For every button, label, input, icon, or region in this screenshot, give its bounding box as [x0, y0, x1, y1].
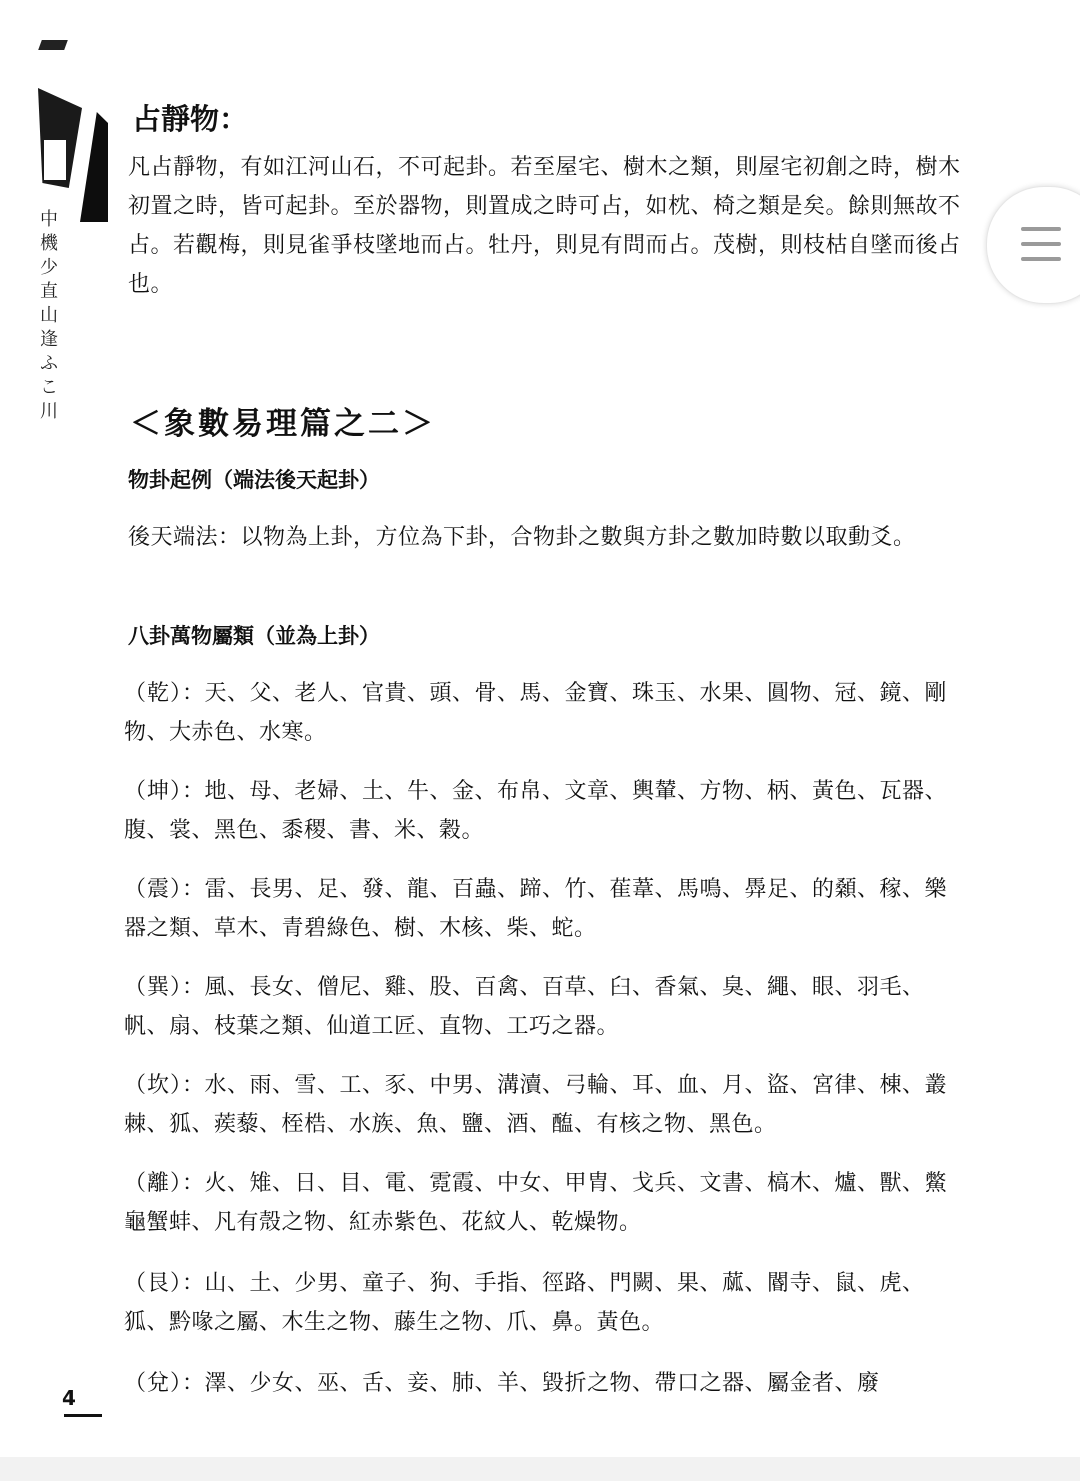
trigram-entry-dui [124, 1364, 964, 1403]
bottom-band [0, 1457, 1080, 1481]
trigram-entry-qian [124, 674, 964, 752]
floating-menu-button[interactable] [986, 186, 1080, 304]
gutter-vertical-text: 中機少直山逢ふこ川 [40, 209, 58, 422]
scan-artifact [38, 40, 68, 50]
chapter-title: ＜象數易理篇之二＞ [130, 406, 436, 442]
trigram-label: （兌） [124, 1371, 183, 1396]
trigram-text: ：水、雨、雪、工、豕、中男、溝瀆、弓輪、耳、血、月、盜、宮律、棟、叢棘、狐、蒺藜、桎梏、水族、魚、鹽、酒、醢、有核之物、黑色。 [124, 1073, 948, 1137]
trigram-label: （坎） [124, 1073, 183, 1098]
trigram-label: （坤） [124, 779, 183, 804]
trigram-entry-xun [124, 968, 964, 1046]
trigram-label: （乾） [124, 681, 183, 706]
trigram-label: （巽） [124, 975, 183, 1000]
trigram-entry-li [124, 1164, 964, 1242]
trigram-label: （離） [124, 1171, 183, 1196]
trigram-text: ：山、土、少男、童子、狗、手指、徑路、門闕、果、蓏、閽寺、鼠、虎、狐、黔喙之屬、木生之物、藤生之物、爪、鼻。黃色。 [124, 1271, 925, 1335]
page-number: 4 [62, 1386, 76, 1410]
trigram-text: ：地、母、老婦、土、牛、金、布帛、文章、輿輦、方物、柄、黃色、瓦器、腹、裳、黑色、黍稷、書、米、穀。 [124, 779, 948, 843]
section-heading-static-objects: 占靜物： [132, 102, 249, 136]
paragraph-static-objects: 凡占靜物，有如江河山石，不可起卦。若至屋宅、樹木之類，則屋宅初創之時，樹木初置之時，皆可起卦。至於器物，則置成之時可占，如枕、椅之類是矣。餘則無故不占。若觀梅，則見雀爭枝墜地而占。牡丹，則見有問而占。茂樹，則枝枯自墜而後占也。 [128, 155, 961, 297]
trigram-text: ：雷、長男、足、發、龍、百蟲、蹄、竹、萑葦、馬鳴、馵足、的顙、稼、樂器之類、草木、青碧綠色、樹、木核、柴、蛇。 [124, 877, 948, 941]
trigram-entry-gen [124, 1264, 964, 1342]
page-number-rule [64, 1414, 102, 1417]
scan-artifact [80, 112, 108, 222]
hamburger-menu-icon-bar [1021, 242, 1061, 246]
hamburger-menu-icon-bar [1021, 257, 1061, 261]
scan-artifact [44, 140, 66, 180]
paragraph-posterior-method: 後天端法：以物為上卦，方位為下卦，合物卦之數與方卦之數加時數以取動爻。 [128, 525, 916, 550]
trigram-label: （艮） [124, 1271, 183, 1296]
subheading-trigram-categories: 八卦萬物屬類（並為上卦） [128, 624, 380, 648]
trigram-text: ：火、雉、日、目、電、霓霞、中女、甲胄、戈兵、文書、槁木、爐、獸、鱉龜蟹蚌、凡有殼之物、紅赤紫色、花紋人、乾燥物。 [124, 1171, 948, 1235]
trigram-text: ：澤、少女、巫、舌、妾、肺、羊、毀折之物、帶口之器、屬金者、廢 [182, 1371, 880, 1396]
subheading-object-hexagram: 物卦起例（端法後天起卦） [128, 468, 380, 492]
trigram-entry-kun [124, 772, 964, 850]
trigram-entry-zhen [124, 870, 964, 948]
hamburger-menu-icon [1021, 227, 1061, 231]
trigram-text: ：天、父、老人、官貴、頭、骨、馬、金寶、珠玉、水果、圓物、冠、鏡、剛物、大赤色、水寒。 [124, 681, 948, 745]
trigram-text: ：風、長女、僧尼、雞、股、百禽、百草、臼、香氣、臭、繩、眼、羽毛、帆、扇、枝葉之類、仙道工匠、直物、工巧之器。 [124, 975, 925, 1039]
trigram-entry-kan [124, 1066, 964, 1144]
scan-gutter-artifact [30, 40, 110, 540]
trigram-label: （震） [124, 877, 183, 902]
